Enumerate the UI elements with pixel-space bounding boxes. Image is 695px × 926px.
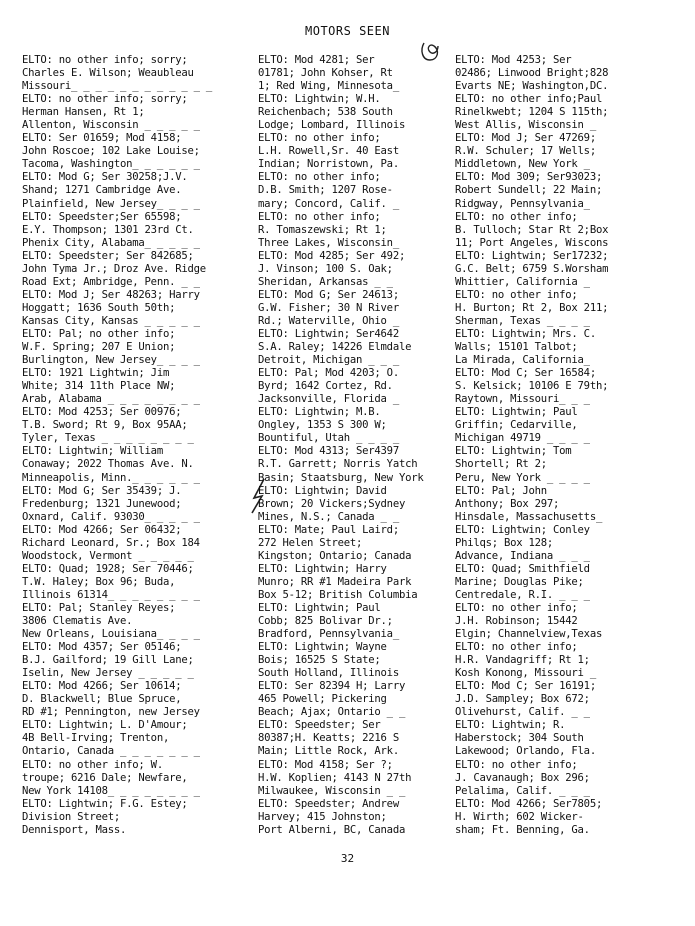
entry-line: S. Kelsick; 10106 E 79th; bbox=[455, 380, 609, 393]
entry-line: Fredenburg; 1321 Junewood; bbox=[22, 497, 182, 510]
entry-line: Rd.; Waterville, Ohio _ bbox=[258, 314, 399, 327]
entry-line: J. Cavanaugh; Box 296; bbox=[455, 771, 590, 784]
entry-line: G.C. Belt; 6759 S.Worsham bbox=[455, 262, 609, 275]
entry-line: T.W. Haley; Box 96; Buda, bbox=[22, 575, 176, 588]
entry-line: Lakewood; Orlando, Fla. bbox=[455, 745, 596, 758]
entry-line: Indian; Norristown, Pa. bbox=[258, 158, 399, 171]
page-title: MOTORS SEEN bbox=[305, 24, 390, 38]
entry-line: ELTO: no other info; bbox=[455, 758, 578, 771]
entry-line: Basin; Staatsburg, New York bbox=[258, 471, 424, 484]
entry-line: ELTO: Quad; 1928; Ser 70446; bbox=[22, 562, 194, 575]
entry-line: ELTO: Speedster;Ser 65598; bbox=[22, 210, 182, 223]
entry-line: ELTO: Pal; Stanley Reyes; bbox=[22, 601, 176, 614]
entry-line: Illinois 61314_ _ _ _ _ _ _ _ bbox=[22, 588, 200, 601]
entry-line: Byrd; 1642 Cortez, Rd. bbox=[258, 380, 393, 393]
entry-line: Phenix City, Alabama_ _ _ _ _ bbox=[22, 236, 200, 249]
entry-line: 80387;H. Keatts; 2216 S bbox=[258, 732, 399, 745]
entry-line: R.T. Garrett; Norris Yatch bbox=[258, 458, 418, 471]
entry-line: ELTO: Lightwin; Paul bbox=[455, 406, 578, 419]
entry-line: Beach; Ajax; Ontario _ _ bbox=[258, 706, 406, 719]
entry-line: mary; Concord, Calif. _ bbox=[258, 197, 399, 210]
entry-line: ELTO: Mod 4266; Ser7805; bbox=[455, 797, 603, 810]
entry-line: Cobb; 825 Bolivar Dr.; bbox=[258, 615, 393, 628]
entry-line: Missouri_ _ _ _ _ _ _ _ _ _ _ _ bbox=[22, 80, 212, 93]
entry-line: Michigan 49719 _ _ _ _ bbox=[455, 432, 590, 445]
column-1 bbox=[22, 54, 212, 837]
entry-line: La Mirada, California_ bbox=[455, 354, 590, 367]
entry-line: Hoggatt; 1636 South 50th; bbox=[22, 301, 176, 314]
entry-line: Olivehurst, Calif. _ _ bbox=[455, 706, 590, 719]
entry-line: Philqs; Box 128; bbox=[455, 536, 554, 549]
entry-line: ELTO: Lightwin; Ser17232; bbox=[455, 249, 609, 262]
entry-line: Plainfield, New Jersey_ _ _ _ bbox=[22, 197, 200, 210]
entry-line: Richard Leonard, Sr.; Box 184 bbox=[22, 536, 200, 549]
entry-line: 11; Port Angeles, Wiscons bbox=[455, 236, 609, 249]
entry-line: ELTO: no other info; bbox=[455, 641, 578, 654]
entry-line: Pelalima, Calif. _ _ _ bbox=[455, 784, 590, 797]
entry-line: South Holland, Illinois bbox=[258, 667, 399, 680]
entry-line: Griffin; Cedarville, bbox=[455, 419, 578, 432]
entry-line: Jacksonville, Florida _ bbox=[258, 393, 399, 406]
entry-line: E.Y. Thompson; 1301 23rd Ct. bbox=[22, 223, 194, 236]
entry-line: H. Burton; Rt 2, Box 211; bbox=[455, 301, 609, 314]
entry-line: ELTO: Mod J; Ser 48263; Harry bbox=[22, 288, 200, 301]
entry-line: ELTO: Ser 01659; Mod 4158; bbox=[22, 132, 182, 145]
entry-line: Raytown, Missouri_ _ _ bbox=[455, 393, 590, 406]
entry-line: ELTO: Mod 4266; Ser 06432; bbox=[22, 523, 182, 536]
entry-line: Bois; 16525 S State; bbox=[258, 654, 381, 667]
entry-line: Walls; 15101 Talbot; bbox=[455, 341, 578, 354]
entry-line: ELTO: Lightwin; W.H. bbox=[258, 93, 381, 106]
entry-line: J.D. Sampley; Box 672; bbox=[455, 693, 590, 706]
entry-line: Middletown, New York _ bbox=[455, 158, 590, 171]
entry-line: Sherman, Texas _ _ _ _ bbox=[455, 314, 590, 327]
entry-line: ELTO: no other info; W. bbox=[22, 758, 163, 771]
entry-line: Shand; 1271 Cambridge Ave. bbox=[22, 184, 182, 197]
entry-line: ELTO: Mod 4357; Ser 05146; bbox=[22, 641, 182, 654]
entry-line: ELTO: no other info; bbox=[455, 288, 578, 301]
entry-line: Herman Hansen, Rt 1; bbox=[22, 106, 145, 119]
entry-line: Robert Sundell; 22 Main; bbox=[455, 184, 603, 197]
entry-line: Ridgway, Pennsylvania_ bbox=[455, 197, 590, 210]
entry-line: ELTO: Mod J; Ser 47269; bbox=[455, 132, 596, 145]
entry-line: ELTO: Ser 82394 H; Larry bbox=[258, 680, 406, 693]
entry-line: Minneapolis, Minn._ _ _ _ _ _ bbox=[22, 471, 200, 484]
entry-line: D.B. Smith; 1207 Rose- bbox=[258, 184, 393, 197]
entry-line: ELTO: Mod C; Ser 16584; bbox=[455, 367, 596, 380]
entry-line: ELTO: Mod 4266; Ser 10614; bbox=[22, 680, 182, 693]
entry-line: Main; Little Rock, Ark. bbox=[258, 745, 399, 758]
entry-line: Ongley, 1353 S 300 W; bbox=[258, 419, 387, 432]
entry-line: Mines, N.S.; Canada _ _ bbox=[258, 510, 399, 523]
entry-line: Tyler, Texas _ _ _ _ _ _ _ _ bbox=[22, 432, 194, 445]
entry-line: ELTO: no other info; bbox=[258, 210, 381, 223]
entry-line: Port Alberni, BC, Canada bbox=[258, 823, 406, 836]
entry-line: John Tyma Jr.; Droz Ave. Ridge bbox=[22, 262, 206, 275]
entry-line: Division Street; bbox=[22, 810, 121, 823]
entry-line: Brown; 20 Vickers;Sydney bbox=[258, 497, 406, 510]
entry-line: 3806 Clematis Ave. bbox=[22, 615, 133, 628]
entry-line: Oxnard, Calif. 93030_ _ _ _ _ bbox=[22, 510, 200, 523]
entry-line: S.A. Raley; 14226 Elmdale bbox=[258, 341, 412, 354]
entry-line: L.H. Rowell,Sr. 40 East bbox=[258, 145, 399, 158]
entry-line: ELTO: Pal; John bbox=[455, 484, 547, 497]
entry-line: ELTO: Mod 4253; Ser 00976; bbox=[22, 406, 182, 419]
entry-line: sham; Ft. Benning, Ga. bbox=[455, 823, 590, 836]
entry-line: ELTO: Mod C; Ser 16191; bbox=[455, 680, 596, 693]
entry-line: Conaway; 2022 Thomas Ave. N. bbox=[22, 458, 194, 471]
entry-line: New York 14108_ _ _ _ _ _ _ _ bbox=[22, 784, 200, 797]
entry-line: H. Wirth; 602 Wicker- bbox=[455, 810, 584, 823]
entry-line: ELTO: Lightwin; F.G. Estey; bbox=[22, 797, 188, 810]
entry-line: Bradford, Pennsylvania_ bbox=[258, 628, 399, 641]
entry-line: ELTO: Speedster; Andrew bbox=[258, 797, 399, 810]
entry-line: Kosh Konong, Missouri _ bbox=[455, 667, 596, 680]
entry-line: ELTO: Mod G; Ser 30258;J.V. bbox=[22, 171, 188, 184]
entry-line: Haberstock; 304 South bbox=[455, 732, 584, 745]
entry-line: ELTO: Lightwin; Tom bbox=[455, 445, 572, 458]
entry-line: H.W. Koplien; 4143 N 27th bbox=[258, 771, 412, 784]
entry-line: ELTO: no other info; bbox=[455, 210, 578, 223]
entry-line: Ontario, Canada _ _ _ _ _ _ _ bbox=[22, 745, 200, 758]
entry-line: Woodstock, Vermont _ _ _ _ _ bbox=[22, 549, 194, 562]
entry-line: ELTO: Mod G; Ser 24613; bbox=[258, 288, 399, 301]
entry-line: ELTO: Mate; Paul Laird; bbox=[258, 523, 399, 536]
entry-line: Evarts NE; Washington,DC. bbox=[455, 80, 609, 93]
entry-line: Bountiful, Utah _ _ _ _ bbox=[258, 432, 399, 445]
entry-line: Elgin; Channelview,Texas bbox=[455, 628, 603, 641]
entry-line: Charles E. Wilson; Weaubleau bbox=[22, 67, 194, 80]
entry-line: RD #1; Pennington, new Jersey bbox=[22, 706, 200, 719]
column-3 bbox=[455, 54, 608, 837]
entry-line: ELTO: 1921 Lightwin; Jim bbox=[22, 367, 170, 380]
entry-line: 4B Bell-Irving; Trenton, bbox=[22, 732, 170, 745]
entry-line: ELTO: Lightwin; Conley bbox=[455, 523, 590, 536]
entry-line: T.B. Sword; Rt 9, Box 95AA; bbox=[22, 419, 188, 432]
entry-line: R.W. Schuler; 17 Wells; bbox=[455, 145, 596, 158]
entry-line: West Allis, Wisconsin _ bbox=[455, 119, 596, 132]
entry-line: Box 5-12; British Columbia bbox=[258, 588, 418, 601]
entry-line: ELTO: Lightwin; L. D'Amour; bbox=[22, 719, 188, 732]
entry-line: Three Lakes, Wisconsin_ bbox=[258, 236, 399, 249]
entry-line: 01781; John Kohser, Rt bbox=[258, 67, 393, 80]
entry-line: ELTO: Mod G; Ser 35439; J. bbox=[22, 484, 182, 497]
column-2 bbox=[258, 54, 423, 837]
entry-line: Shortell; Rt 2; bbox=[455, 458, 547, 471]
entry-line: White; 314 11th Place NW; bbox=[22, 380, 176, 393]
entry-line: Munro; RR #1 Madeira Park bbox=[258, 575, 412, 588]
entry-line: J.H. Robinson; 15442 bbox=[455, 615, 578, 628]
entry-line: Sheridan, Arkansas _ _ bbox=[258, 275, 393, 288]
entry-line: ELTO: Quad; Smithfield bbox=[455, 562, 590, 575]
entry-line: B. Tulloch; Star Rt 2;Box bbox=[455, 223, 609, 236]
entry-line: Anthony; Box 297; bbox=[455, 497, 560, 510]
entry-line: Hinsdale, Massachusetts_ bbox=[455, 510, 603, 523]
entry-line: ELTO: Lightwin; Paul bbox=[258, 601, 381, 614]
entry-line: ELTO: no other info; bbox=[455, 601, 578, 614]
entry-line: Reichenbach; 538 South bbox=[258, 106, 393, 119]
entry-line: Allenton, Wisconsin _ _ _ _ _ bbox=[22, 119, 200, 132]
entry-line: ELTO: Lightwin; Mrs. C. bbox=[455, 327, 596, 340]
entry-line: R. Tomaszewski; Rt 1; bbox=[258, 223, 387, 236]
entry-line: Peru, New York _ _ _ _ bbox=[455, 471, 590, 484]
entry-line: ELTO: Mod 4281; Ser bbox=[258, 54, 375, 66]
entry-line: ELTO: Speedster; Ser 842685; bbox=[22, 249, 194, 262]
entry-line: H.R. Vandagriff; Rt 1; bbox=[455, 654, 590, 667]
entry-line: ELTO: no other info; sorry; bbox=[22, 54, 188, 66]
entry-line: ELTO: Lightwin; Wayne bbox=[258, 641, 387, 654]
entry-line: ELTO: Mod 4158; Ser ?; bbox=[258, 758, 393, 771]
entry-line: Lodge; Lombard, Illinois bbox=[258, 119, 406, 132]
entry-line: Burlington, New Jersey_ _ _ _ bbox=[22, 354, 200, 367]
entry-line: 02486; Linwood Bright;828 bbox=[455, 67, 609, 80]
entry-line: Whittier, California _ bbox=[455, 275, 590, 288]
page-number: 32 bbox=[340, 852, 355, 865]
entry-line: B.J. Gailford; 19 Gill Lane; bbox=[22, 654, 194, 667]
entry-line: ELTO: Lightwin; Harry bbox=[258, 562, 387, 575]
entry-line: ELTO: no other info; bbox=[258, 132, 381, 145]
entry-line: 465 Powell; Pickering bbox=[258, 693, 387, 706]
entry-line: Rinelkwebt; 1204 S 115th; bbox=[455, 106, 609, 119]
entry-line: G.W. Fisher; 30 N River bbox=[258, 301, 399, 314]
entry-line: Dennisport, Mass. bbox=[22, 823, 127, 836]
entry-line: Tacoma, Washington_ _ _ _ _ _ bbox=[22, 158, 200, 171]
entry-line: Iselin, New Jersey _ _ _ _ _ bbox=[22, 667, 194, 680]
entry-line: J. Vinson; 100 S. Oak; bbox=[258, 262, 393, 275]
entry-line: ELTO: Mod 4285; Ser 492; bbox=[258, 249, 406, 262]
entry-line: Detroit, Michigan _ _ _ bbox=[258, 354, 399, 367]
entry-line: ELTO: Speedster; Ser bbox=[258, 719, 381, 732]
entry-line: ELTO: no other info; sorry; bbox=[22, 93, 188, 106]
entry-line: Harvey; 415 Johnston; bbox=[258, 810, 387, 823]
entry-line: D. Blackwell; Blue Spruce, bbox=[22, 693, 182, 706]
entry-line: ELTO: Lightwin; M.B. bbox=[258, 406, 381, 419]
entry-line: ELTO: Lightwin; David bbox=[258, 484, 387, 497]
entry-line: ELTO: Pal; no other info; bbox=[22, 327, 176, 340]
entry-line: ELTO: Lightwin; R. bbox=[455, 719, 566, 732]
entry-line: Centredale, R.I. _ _ _ bbox=[455, 588, 590, 601]
entry-line: John Roscoe; 102 Lake Louise; bbox=[22, 145, 200, 158]
entry-line: Marine; Douglas Pike; bbox=[455, 575, 584, 588]
entry-line: 272 Helen Street; bbox=[258, 536, 363, 549]
entry-line: ELTO: Mod 4253; Ser bbox=[455, 54, 572, 66]
entry-line: ELTO: Lightwin; William bbox=[22, 445, 163, 458]
entry-line: ELTO: no other info;Paul bbox=[455, 93, 603, 106]
entry-line: Kansas City, Kansas _ _ _ _ _ bbox=[22, 314, 200, 327]
entry-line: troupe; 6216 Dale; Newfare, bbox=[22, 771, 188, 784]
entry-line: Milwaukee, Wisconsin _ _ bbox=[258, 784, 406, 797]
entry-line: W.F. Spring; 207 E Union; bbox=[22, 341, 176, 354]
entry-line: New Orleans, Louisiana_ _ _ _ bbox=[22, 628, 200, 641]
entry-line: ELTO: Lightwin; Ser4642 bbox=[258, 327, 399, 340]
entry-line: Arab, Alabama _ _ _ _ _ _ _ _ bbox=[22, 393, 200, 406]
entry-line: ELTO: Mod 4313; Ser4397 bbox=[258, 445, 399, 458]
entry-line: ELTO: no other info; bbox=[258, 171, 381, 184]
entry-line: 1; Red Wing, Minnesota_ bbox=[258, 80, 399, 93]
entry-line: Road Ext; Ambridge, Penn. _ _ bbox=[22, 275, 200, 288]
entry-line: Kingston; Ontario; Canada bbox=[258, 549, 412, 562]
entry-line: Advance, Indiana _ _ _ bbox=[455, 549, 590, 562]
entry-line: ELTO: Mod 309; Ser93023; bbox=[455, 171, 603, 184]
entry-line: ELTO: Pal; Mod 4203; O. bbox=[258, 367, 399, 380]
